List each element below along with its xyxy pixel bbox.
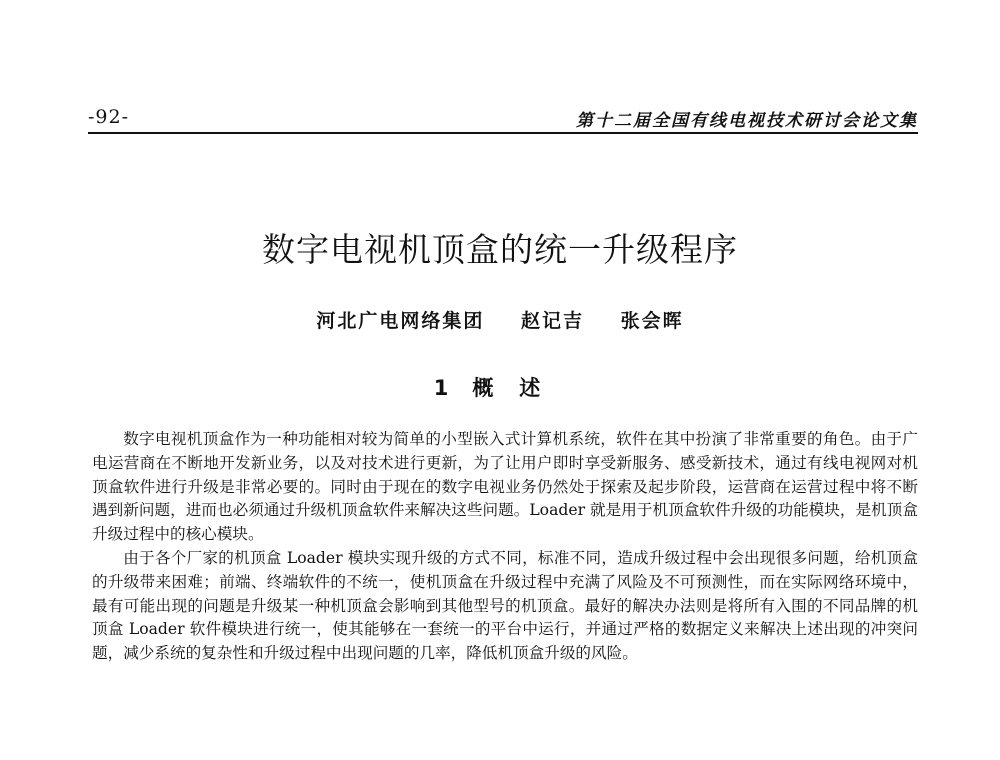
running-title: 第十二届全国有线电视技术研讨会论文集: [576, 111, 918, 131]
paragraph: 由于各个厂家的机顶盒 Loader 模块实现升级的方式不同，标准不同，造成升级过程中会出现很多问题，给机顶盒的升级带来困难；前端、终端软件的不统一，使机顶盒在升级过程中充满了风险及不可预测性，而在实际网络环境中，最有可能出现的问题是升级某一种机顶盒会影响到其他型号的机顶盒。最好的解决办法则是将所有入围的不同品牌的机顶盒 Loader 软件模块进行统一，使其能够在一套统一的平台中运行，并通过严格的数据定义来解决上述出现的冲突问题，减少系统的复杂性和升级过程中出现问题的几率，降低机顶盒升级的风险。: [92, 548, 918, 663]
author-affiliation: 河北广电网络集团: [316, 310, 485, 332]
header-rule: [88, 132, 918, 134]
section-title: 概述: [472, 376, 567, 400]
author-line: [0, 306, 1000, 333]
section-heading: [0, 372, 1000, 402]
section-number: 1: [433, 376, 449, 400]
paragraph: 数字电视机顶盒作为一种功能相对较为简单的小型嵌入式计算机系统，软件在其中扮演了非常重要的角色。由于广电运营商在不断地开发新业务，以及对技术进行更新，为了让用户即时享受新服务、感受新技术，通过有线电视网对机顶盒软件进行升级是非常必要的。同时由于现在的数字电视业务仍然处于探索及起步阶段，运营商在运营过程中将不断遇到新问题，进而也必须通过升级机顶盒软件来解决这些问题。Loader 就是用于机顶盒软件升级的功能模块，是机顶盒升级过程中的核心模块。: [92, 430, 918, 544]
article-title: 数字电视机顶盒的统一升级程序: [262, 230, 738, 269]
body-text: [92, 428, 918, 666]
author-name: 赵记吉: [520, 310, 584, 332]
page-number: -92-: [88, 106, 130, 128]
author-name: 张会晖: [620, 310, 684, 332]
page-header: [88, 104, 918, 134]
